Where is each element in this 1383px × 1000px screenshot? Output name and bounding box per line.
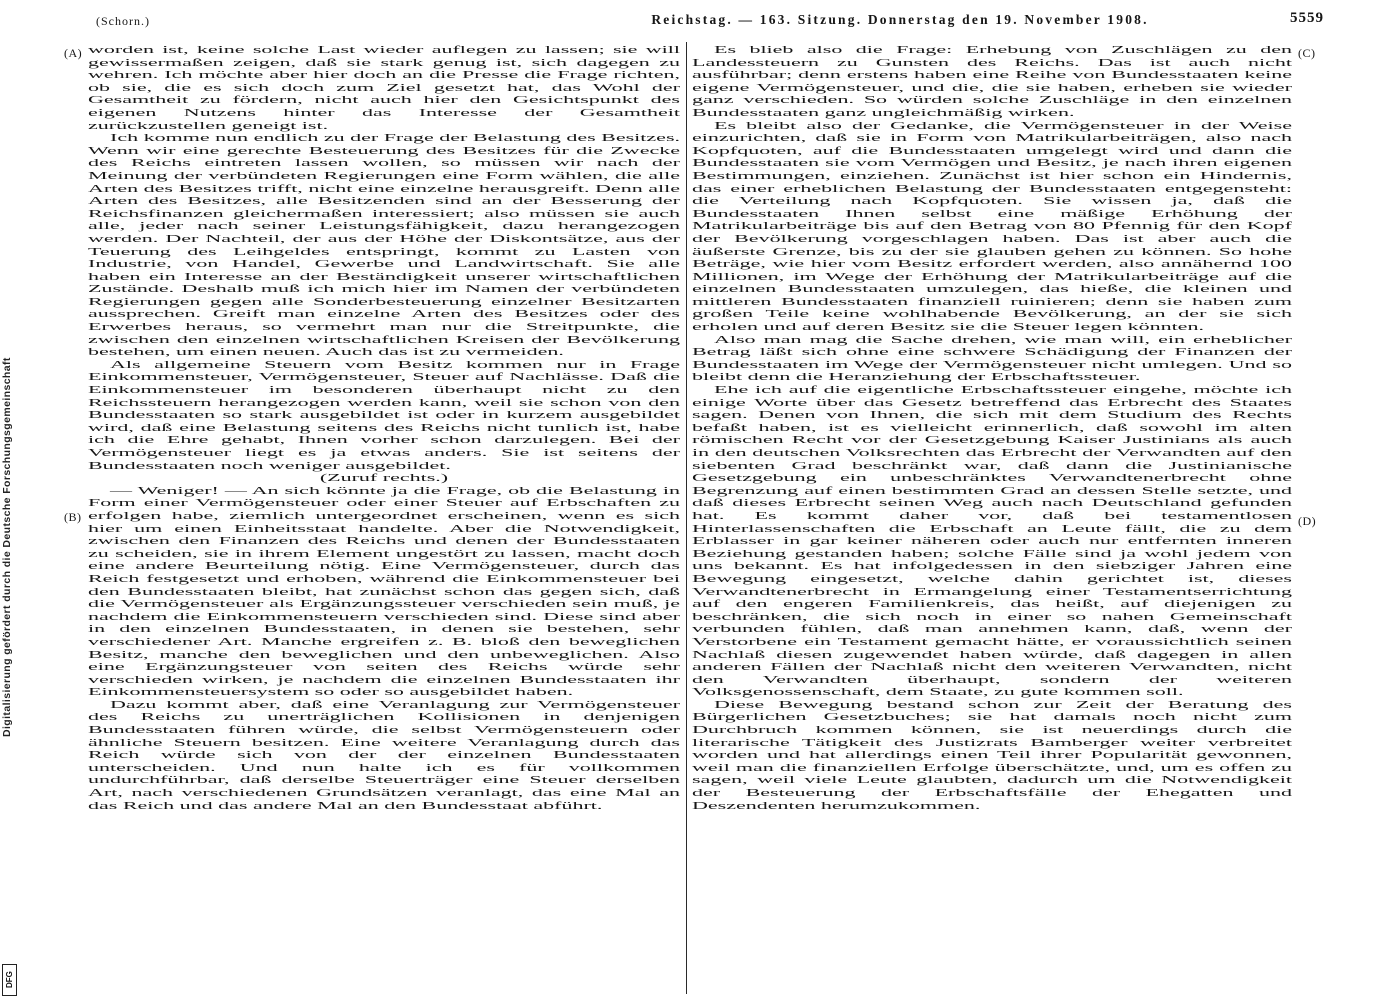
column-divider (686, 42, 687, 994)
paragraph: Es bleibt also der Gedanke, die Vermögensteuer in der Weise einzurichten, daß sie in Form von Matrikularbeiträgen, also nach Kopfquoten, auf die Bundesstaaten umgelegt wird und dann die Bundesstaaten sie vom Vermögen und Besitz, je nach ihren eigenen Bestimmungen, einziehen. Zunächst ist hier schon ein Hindernis, das einer erheblichen Belastung der Bundesstaaten entgegensteht: die Verteilung nach Kopfquoten. Sie wissen ja, daß die Bundesstaaten Ihnen selbst eine mäßige Erhöhung der Matrikularbeiträge bis auf den Betrag von 80 Pfennig für den Kopf der Bevölkerung vorgeschlagen haben. Das ist aber auch die äußerste Grenze, bis zu der sie glauben gehen zu können. So hohe Beträge, wie hier vom Besitz erfordert werden, also annähernd 100 Millionen, im Wege der Erhöhung der Matrikularbeiträge auf die einzelnen Bundesstaaten umzulegen, das hieße, die kleinen und mittleren Bundesstaaten finanziell ruinieren; denn sie haben zum großen Teile keine wohlhabende Bevölkerung, an der sie sich erholen und auf deren Besitz sie die Steuer legen könnten. (692, 119, 1292, 334)
paragraph: — Weniger! — An sich könnte ja die Frage, ob die Belastung in Form einer Vermögensteuer oder einer Steuer auf Erbschaften zu erfolgen habe, ziemlich untergeordnet erscheinen, wenn es sich hier um einen Einheitsstaat handelte. Aber die Notwendigkeit, zwischen den Finanzen des Reichs und denen der Bundesstaaten zu scheiden, sie in ihrem Element ungestört zu lassen, macht doch eine andere Beurteilung nötig. Eine Vermögensteuer, durch das Reich festgesetzt und erhoben, während die Einkommensteuer bei den Bundesstaaten bleibt, hat zunächst schon das gegen sich, daß die Vermögensteuer als Ergänzungssteuer verschieden sein muß, je nachdem die Einkommensteuern verschieden sind. Diese sind aber in den einzelnen Bundesstaaten, in denen sie bestehen, sehr verschiedener Art. Manche ergreifen z. B. bloß den beweglichen Besitz, manche den beweglichen und den unbeweglichen. Also eine Ergänzungsteuer von seiten des Reichs würde sehr verschieden wirken, je nachdem die einzelnen Bundesstaaten ihr Einkommensteuersystem so oder so ausgebildet haben. (88, 484, 680, 699)
paragraph: Es blieb also die Frage: Erhebung von Zuschlägen zu den Landessteuern zu Gunsten des Reichs. Das ist auch nicht ausführbar; denn erstens haben eine Reihe von Bundesstaaten keine eigene Vermögensteuer, und die, die sie haben, erheben sie wieder ganz verschieden. So würden solche Zuschläge in den einzelnen Bundesstaaten ganz ungleichmäßig wirken. (692, 44, 1292, 119)
left-column (88, 44, 682, 994)
digitization-credit: Digitalisierung gefördert durch die Deutsche Forschungsgemeinschaft (1, 357, 13, 738)
margin-marker-b: (B) (64, 510, 82, 524)
margin-marker-a: (A) (64, 46, 83, 60)
paragraph: worden ist, keine solche Last wieder auflegen zu lassen; sie will gewissermaßen zeigen, daß sie stark genug ist, sich dagegen zu wehren. Ich möchte aber hier doch an die Presse die Frage richten, ob sie, die es sich doch zum Ziel gesetzt hat, das Wohl der Gesamtheit zu fördern, nicht auch hier den Gesichtspunkt des eigenen Nutzens hinter das Interesse der Gesamtheit zurückzustellen geneigt ist. (88, 44, 680, 132)
margin-marker-d: (D) (1298, 514, 1317, 528)
speaker-label: (Schorn.) (96, 14, 150, 28)
page-number: 5559 (1290, 10, 1324, 26)
paragraph: Also man mag die Sache drehen, wie man will, ein erheblicher Betrag läßt sich ohne eine schwere Schädigung der Finanzen der Bundesstaaten im Wege der Vermögensteuer nicht umlegen. Und so bleibt denn die Heranziehung der Erbschaftssteuer. (692, 333, 1292, 384)
interjection: (Zuruf rechts.) (319, 472, 449, 485)
paragraph: Als allgemeine Steuern vom Besitz kommen nur in Frage Einkommensteuer, Vermögensteuer, Steuer auf Nachlässe. Daß die Einkommensteuer im besonderen überhaupt nicht zu den Reichssteuern herangezogen werden kann, weil sie schon von den Bundesstaaten so stark ausgebildet ist oder in kurzem ausgebildet wird, daß eine Belastung seitens des Reichs nicht tunlich ist, habe ich die Ehre gehabt, Ihnen vorher schon darzulegen. Bei der Vermögensteuer liegt es ja etwas anders. Sie ist seitens der Bundesstaaten noch weniger ausgebildet. (88, 358, 680, 472)
right-column (692, 44, 1294, 994)
paragraph: Dazu kommt aber, daß eine Veranlagung zur Vermögensteuer des Reichs zu unerträglichen Kollisionen in denjenigen Bundesstaaten führen würde, die selbst Vermögensteuern oder ähnliche Steuern besitzen. Eine weitere Veranlagung durch das Reich würde sich von der der einzelnen Bundesstaaten unterscheiden. Und nun halte ich es für vollkommen undurchführbar, daß derselbe Steuerträger eine Steuer derselben Art, nach verschiedenen Grundsätzen veranlagt, das eine Mal an das Reich und das andere Mal an den Bundesstaat abführt. (88, 698, 680, 812)
margin-marker-c: (C) (1298, 46, 1316, 60)
paragraph: Ehe ich auf die eigentliche Erbschaftssteuer eingehe, möchte ich einige Worte über das Gesetz betreffend das Erbrecht des Staates sagen. Denen von Ihnen, die sich mit dem Studium des Rechts befaßt haben, ist es vielleicht erinnerlich, daß sowohl im alten römischen Recht vor der Gesetzgebung Kaiser Justinians als auch in den deutschen Volksrechten das Erbrecht der Verwandten auf den siebenten Grad beschränkt war, daß dann die Justinianische Gesetzgebung ein unbeschränktes Verwandtenerbrecht ohne Begrenzung auf einen bestimmten Grad an dessen Stelle setzte, und daß dieses Erbrecht seinen Weg auch nach Deutschland gefunden hat. Es kommt daher vor, daß bei testamentlosen Hinterlassenschaften die Erbschaft an Leute fällt, die zu dem Erblasser in gar keiner näheren oder auch nur entfernten inneren Beziehung gestanden haben; solche Fälle sind ja wohl jedem von uns bekannt. Es hat infolgedessen in den siebziger Jahren eine Bewegung eingesetzt, welche dahin gerichtet ist, dieses Verwandtenerbrecht in Ermangelung einer Testamentserrichtung auf den engeren Familienkreis, das heißt, auf diejenigen zu beschränken, die sich noch in einer so nahen Gemeinschaft verbunden fühlen, daß man annehmen kann, daß, wenn der Verstorbene ein Testament gemacht hätte, er voraussichtlich seinen Nachlaß diesen zugewendet haben würde, daß dagegen in allen anderen Fällen der Nachlaß nicht den weiteren Verwandten, nicht den Verwandten überhaupt, sondern der weiteren Volksgenossenschaft, dem Staate, zu gute kommen soll. (692, 384, 1292, 699)
paragraph: Diese Bewegung bestand schon zur Zeit der Beratung des Bürgerlichen Gesetzbuches; sie hat damals noch nicht zum Durchbruch kommen können, sie ist neuerdings durch die literarische Tätigkeit des Justizrats Bamberger weiter verbreitet worden und hat allerdings einen Teil ihrer Popularität gewonnen, weil man die finanziellen Erfolge überschätzte, und, um es offen zu sagen, weil viele Leute glaubten, dadurch um die Notwendigkeit der Besteuerung der Erbschaftsfälle der Ehegatten und Deszendenten herumzukommen. (692, 698, 1292, 812)
dfg-logo-icon: DFG (2, 964, 17, 996)
paragraph: Ich komme nun endlich zu der Frage der Belastung des Besitzes. Wenn wir eine gerechte Besteuerung des Besitzes für die Zwecke des Reichs eintreten lassen wollen, so müssen wir nach der Meinung der verbündeten Regierungen eine Form wählen, die alle Arten des Besitzes trifft, nicht eine einzelne herausgreift. Denn alle Arten des Besitzes, alle Besitzenden sind an der Besserung der Reichsfinanzen gleichermaßen interessiert; also müssen sie auch alle, jeder nach seiner Leistungsfähigkeit, dazu herangezogen werden. Der Nachteil, der aus der Höhe der Diskontsätze, aus der Teuerung des Leihgeldes entspringt, kommt zu Lasten von Industrie, von Handel, Gewerbe und Landwirtschaft. Sie alle haben ein Interesse an der Beständigkeit unserer wirtschaftlichen Zustände. Deshalb muß ich mich hier im Namen der verbündeten Regierungen gegen alle Sonderbesteuerung einzelner Besitzarten aussprechen. Greift man einzelne Arten des Besitzes oder des Erwerbes heraus, so vermehrt man nur die Streitpunkte, die zwischen den einzelnen wirtschaftlichen Kreisen der Bevölkerung bestehen, um einen neuen. Auch das ist zu vermeiden. (88, 132, 681, 359)
page-title: Reichstag. — 163. Sitzung. Donnerstag den 19. November 1908. (651, 12, 1149, 27)
